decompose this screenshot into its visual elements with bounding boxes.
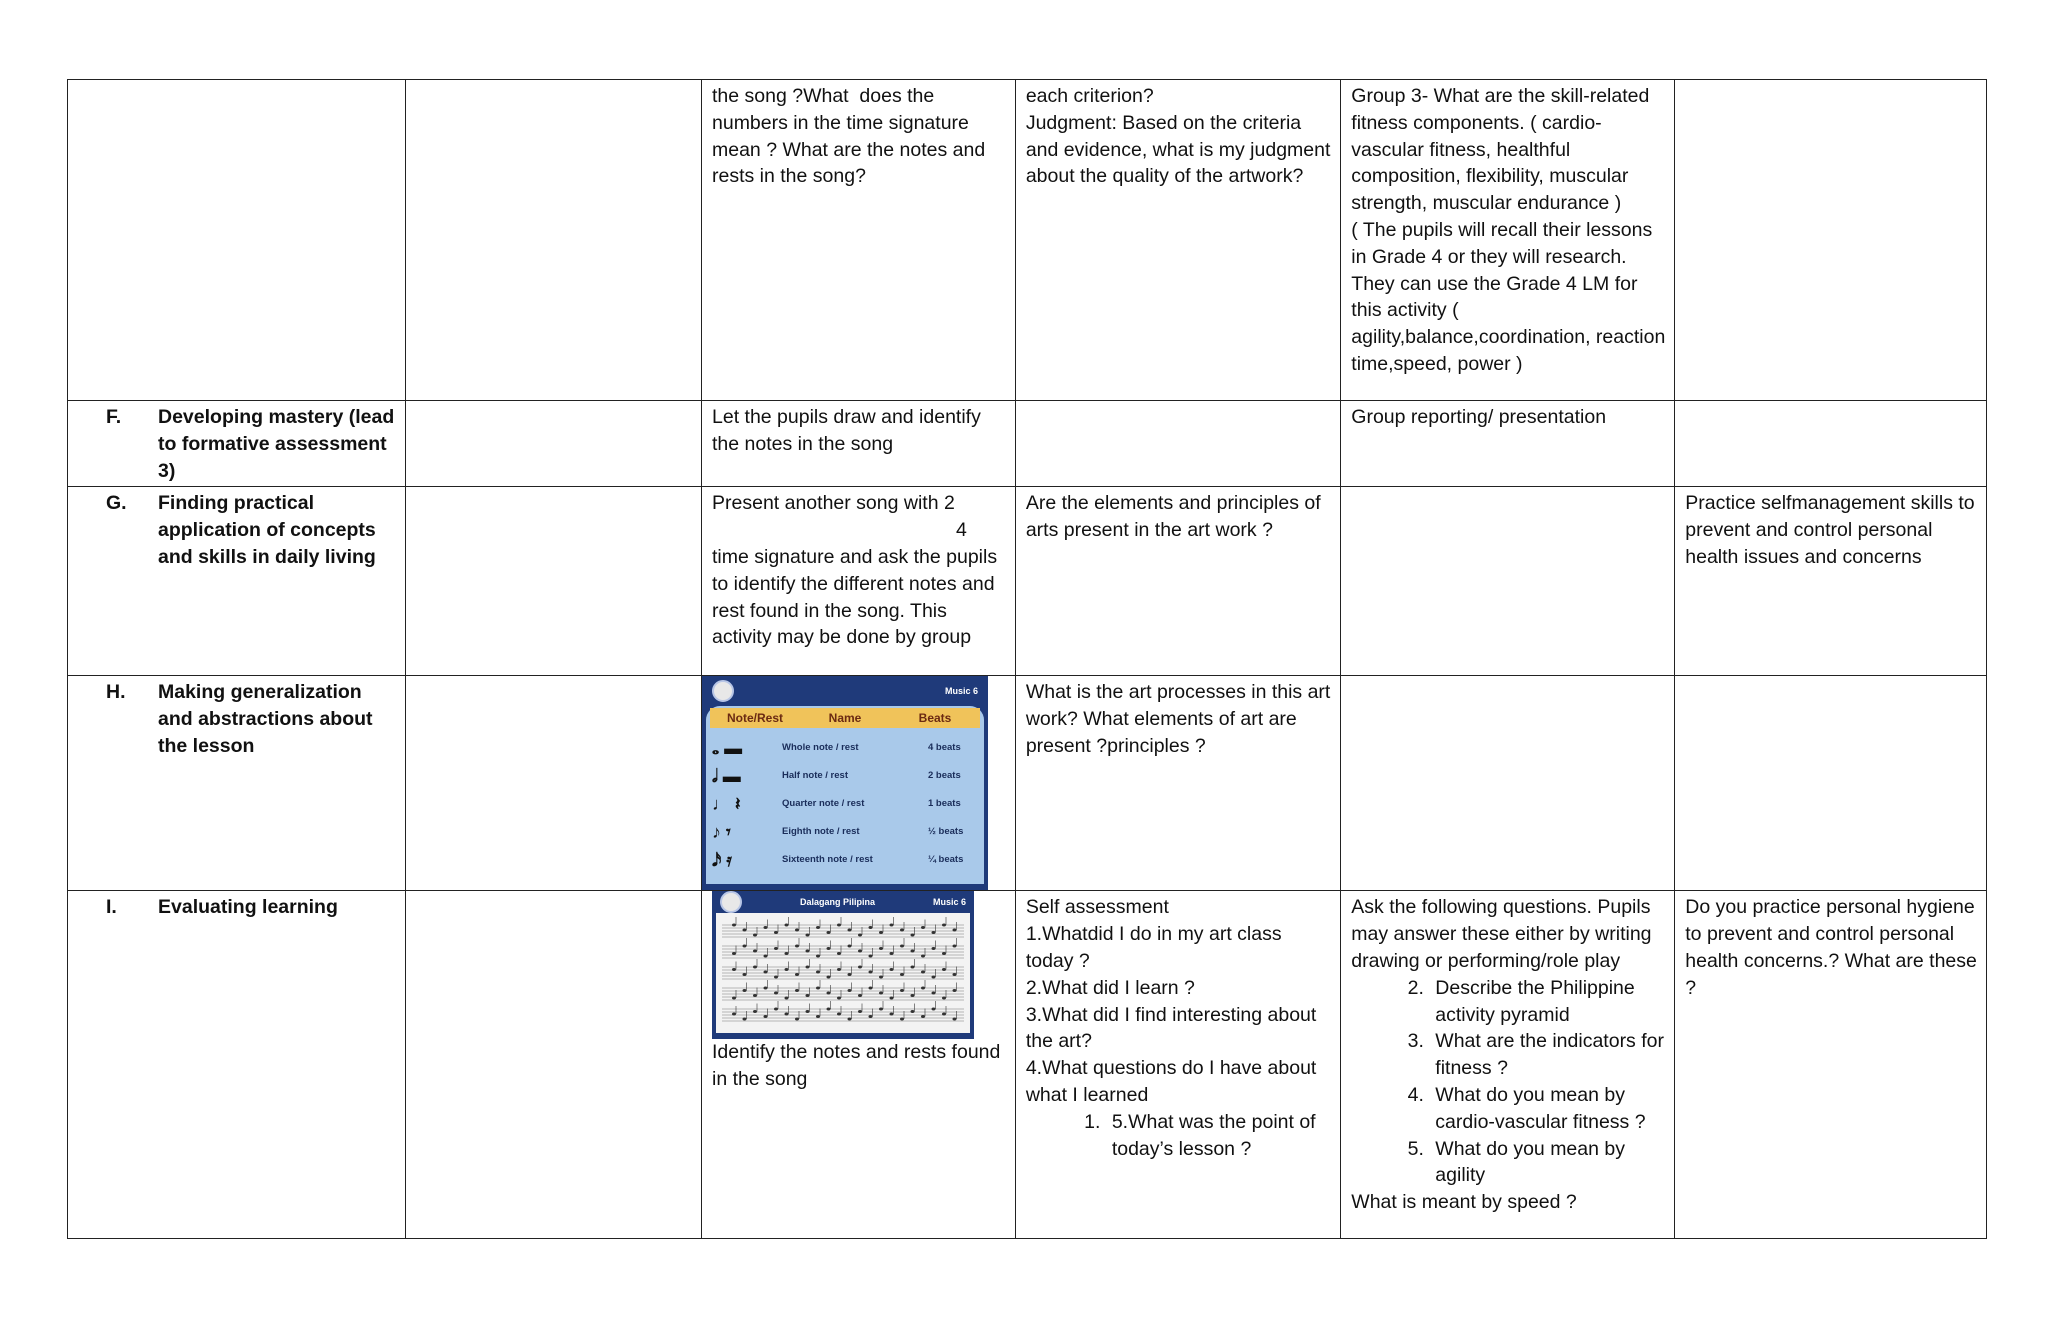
chart-header: Note/Rest Name Beats — [710, 708, 980, 728]
cell-label — [68, 80, 406, 401]
row-letter: H. — [106, 681, 126, 704]
self-assessment-line: 1.Whatdid I do in my art class today ? — [1025, 923, 1282, 972]
cell-label — [68, 676, 406, 891]
row-label: Evaluating learning — [158, 896, 338, 919]
note-row: ♪ 𝄾 Eighth note / rest ½ beats — [712, 818, 978, 846]
cell-health — [1675, 80, 1987, 401]
row-label: Developing mastery (lead to formative assessment 3) — [158, 406, 395, 482]
cell-pe — [1341, 80, 1675, 401]
row-letter: G. — [106, 492, 127, 515]
cell-pe: Group reporting/ presentation — [1341, 401, 1675, 487]
note-symbol-icon: ♩ 𝄽 — [712, 793, 741, 814]
cell-health — [1675, 676, 1987, 891]
seal-icon — [720, 891, 742, 913]
table-row-i — [68, 891, 1987, 1239]
cell-music: Let the pupils draw and identify the notes in the song — [702, 401, 1016, 487]
cell-music: Dalagang Pilipina Music 6 Identify the notes and rests found in the song — [702, 891, 1016, 1239]
cell-pe: Ask the following questions. Pupils may answer these either by writing drawing or performing/role play 2. Describe the Philippine activity pyramid 3. What are the indicators for fitness ? 4. What do you mean by cardio-vascular fitness ? 5. What do you mean by agility What is meant by speed ? — [1341, 891, 1675, 1239]
cell-pe — [1341, 487, 1675, 676]
self-assessment-line: 3.What did I find interesting about the art? — [1025, 1003, 1317, 1053]
note-symbol-icon: ♪ 𝄾 — [712, 821, 731, 842]
cell-music — [702, 676, 1016, 891]
cell-arts: Self assessment 1.Whatdid I do in my art class today ? 2.What did I learn ? 3.What did I find interesting about the art? 4.What questions do I have about what I learned 1. 5.What was the point of today’s lesson ? — [1015, 891, 1340, 1239]
note-row: 𝅝 ▬ Whole note / rest 4 beats — [712, 734, 978, 762]
pe-line: Group 3- What are the skill-related fitness components. ( cardio-vascular fitness, healthful composition, flexibility, muscular strength, muscular endurance ) — [1351, 85, 1650, 215]
cell-col2 — [406, 401, 702, 487]
cell-arts: Are the elements and principles of arts present in the art work ? — [1015, 487, 1340, 676]
cell-arts: What is the art processes in this art work? What elements of art are present ?principles ? — [1015, 676, 1340, 891]
cell-col2 — [406, 80, 702, 401]
table-row-g — [68, 487, 1987, 676]
note-values-chart-image: Music 6 Note/Rest Name Beats 𝅝 ▬ Whole note / rest 4 beats 𝅗𝅥 ▬ Half note / rest 2 beats ♩ 𝄽 Quarter note / rest 1 beats ♪ 𝄾 Eighth note / rest ½ beats 𝅘𝅥𝅯 𝄿 Sixteenth note / rest ¼ beats — [702, 676, 988, 890]
question-item: 5. What do you mean by agility — [1429, 1136, 1666, 1190]
time-signature-bottom: 4 — [955, 519, 967, 542]
question-item: 2. Describe the Philippine activity pyramid — [1429, 975, 1666, 1029]
cell-col2 — [406, 487, 702, 676]
note-row: 𝅗𝅥 ▬ Half note / rest 2 beats — [712, 762, 978, 790]
song-score-image: Dalagang Pilipina Music 6 — [712, 891, 974, 1039]
self-assessment-line: 4.What questions do I have about what I learned — [1025, 1057, 1317, 1106]
self-assessment-subitem: 1. 5.What was the point of today’s lesson ? — [1106, 1109, 1332, 1163]
music-staff-lines — [716, 913, 970, 1033]
cell-label — [68, 891, 406, 1239]
cell-health: Practice selfmanagement skills to prevent and control personal health issues and concerns — [1675, 487, 1987, 676]
note-row: ♩ 𝄽 Quarter note / rest 1 beats — [712, 790, 978, 818]
cell-health — [1675, 401, 1987, 487]
pe-line: ( The pupils will recall their lessons in Grade 4 or they will research. They can use the Grade 4 LM for this activity ( agility,balance,coordination, reaction time,speed, power ) — [1351, 218, 1666, 375]
cell-health: Do you practice personal hygiene to prevent and control personal health concerns.? What are these ? — [1675, 891, 1987, 1239]
arts-line: each criterion? — [1025, 85, 1154, 107]
lesson-plan-table — [67, 79, 1987, 1239]
cell-music: Present another song with 2 4 time signature and ask the pupils to identify the different notes and rest found in the song. This activity may be done by group — [702, 487, 1016, 676]
cell-music: the song ?What does the numbers in the time signature mean ? What are the notes and rests in the song? — [702, 80, 1016, 401]
cell-label — [68, 487, 406, 676]
cell-pe — [1341, 676, 1675, 891]
note-symbol-icon: 𝅝 ▬ — [712, 737, 743, 758]
row-letter: I. — [106, 896, 117, 919]
cell-label — [68, 401, 406, 487]
cell-arts — [1015, 80, 1340, 401]
self-assessment-line: 2.What did I learn ? — [1025, 976, 1195, 999]
cell-arts — [1015, 401, 1340, 487]
row-label: Finding practical application of concepts and skills in daily living — [158, 492, 376, 568]
note-symbol-icon: 𝅗𝅥 ▬ — [712, 765, 741, 786]
table-row-f — [68, 401, 1987, 487]
table-row-continuation — [68, 80, 1987, 401]
seal-icon — [712, 680, 734, 702]
question-item: 3. What are the indicators for fitness ? — [1429, 1028, 1666, 1082]
table-row-h — [68, 676, 1987, 891]
cell-col2 — [406, 891, 702, 1239]
row-label: Making generalization and abstractions about the lesson — [158, 681, 373, 757]
note-row: 𝅘𝅥𝅯 𝄿 Sixteenth note / rest ¼ beats — [712, 846, 978, 874]
arts-line: Judgment: Based on the criteria and evidence, what is my judgment about the quality of the artwork? — [1025, 111, 1331, 188]
note-symbol-icon: 𝅘𝅥𝅯 𝄿 — [712, 849, 732, 870]
row-letter: F. — [106, 406, 122, 428]
question-item: 4. What do you mean by cardio-vascular fitness ? — [1429, 1082, 1666, 1136]
cell-col2 — [406, 676, 702, 891]
